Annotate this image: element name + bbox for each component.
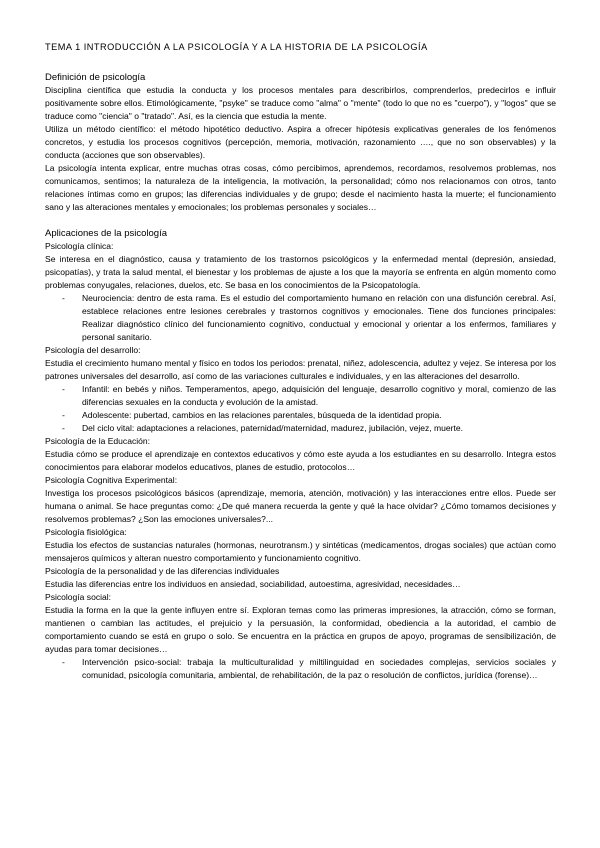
- subheading-cognitiva: Psicología Cognitiva Experimental:: [45, 475, 178, 485]
- subheading-social: Psicología social:: [45, 592, 112, 602]
- subheading-personalidad: Psicología de la personalidad y de las diferencias individuales: [45, 566, 280, 576]
- paragraph: Se interesa en el diagnóstico, causa y tratamiento de los trastornos psicológicos y la enfermedad mental (depresión, ansiedad, psicopatías), y trata la salud mental, el bienestar y los problemas de ajuste a los que la mayoría se enfrenta en algún momento como problemas conyugales, relaciones, duelos, etc. Se basa en los conocimientos de la Psicopatología.: [45, 254, 556, 290]
- list-item: - Infantil: en bebés y niños. Temperamentos, apego, adquisición del lenguaje, desarrollo cognitivo y moral, comienzo de las diferencias sexuales en la conducta y evolución de la amistad.: [45, 383, 556, 409]
- paragraph: Disciplina científica que estudia la conducta y los procesos mentales para describirlos, comprenderlos, predecirlos e influir positivamente sobre ellos. Etimológicamente, "psyke" se traduce como "alma" o "mente" (todo lo que no es "cuerpo"), y "logos" que se traduce como "ciencia" o "tratado". Así, es la ciencia que estudia la mente.: [45, 85, 556, 121]
- list-item: - Del ciclo vital: adaptaciones a relaciones, paternidad/maternidad, madurez, jubilación, vejez, muerte.: [45, 422, 556, 435]
- subheading-desarrollo: Psicología del desarrollo:: [45, 345, 141, 355]
- bullet-list: [45, 383, 556, 435]
- document-body: [45, 71, 556, 682]
- paragraph: La psicología intenta explicar, entre muchas otras cosas, cómo percibimos, aprendemos, recordamos, resolvemos problemas, nos comunicamos, sentimos; la naturaleza de la inteligencia, la motivación, la personalidad; cómo nos relacionamos con otros, tanto relaciones íntimas como en grupos; las diferencias individuales y de grupo; desde el nacimiento hasta la muerte; el funcionamiento sano y las alteraciones mentales y emocionales; los problemas personales y sociales…: [45, 163, 556, 212]
- paragraph: Utiliza un método científico: el método hipotético deductivo. Aspira a ofrecer hipótesis explicativas generales de los fenómenos concretos, y estudia los procesos cognitivos (percepción, memoria, motivación, razonamiento …., que no son observables) y la conducta (acciones que son observables).: [45, 124, 556, 160]
- bullet-list: [45, 656, 556, 682]
- list-item: - Adolescente: pubertad, cambios en las relaciones parentales, búsqueda de la identidad propia.: [45, 409, 556, 422]
- subheading-clinica: Psicología clínica:: [45, 241, 114, 251]
- section-heading-definicion: Definición de psicología: [45, 72, 146, 83]
- section-heading-aplicaciones: Aplicaciones de la psicología: [45, 228, 167, 239]
- bullet-list: [45, 292, 556, 344]
- list-item: - Intervención psico-social: trabaja la multiculturalidad y miltilinguidad en sociedades complejas, servicios sociales y comunidad, psicología comunitaria, ambiental, de rehabilitación, de la paz o resolución de conflictos, jurídica (forense)…: [45, 656, 556, 682]
- paragraph: Estudia los efectos de sustancias naturales (hormonas, neurotransm.) y sintéticas (medicamentos, drogas sociales) que actúan como mensajeros químicos y alteran nuestro comportamiento y funcionamiento cognitivo.: [45, 540, 556, 563]
- paragraph: Estudia cómo se produce el aprendizaje en contextos educativos y cómo este ayuda a los estudiantes en su desarrollo. Integra estos conocimientos para elaborar modelos educativos, planes de estudio, protocolos…: [45, 449, 556, 472]
- paragraph: Investiga los procesos psicológicos básicos (aprendizaje, memoria, atención, motivación) y las interacciones entre ellos. Puede ser humana o animal. Se hace preguntas como: ¿De qué manera recuerda la gente y qué la hace olvidar? ¿Cómo tomamos decisiones y resolvemos problemas? ¿Son las emociones universales?...: [45, 488, 556, 524]
- subheading-fisiologica: Psicología fisiológica:: [45, 527, 127, 537]
- paragraph: Estudia la forma en la que la gente influyen entre sí. Exploran temas como las primeras impresiones, la atracción, cómo se forman, mantienen o cambian las actitudes, el prejuicio y la persuasión, la conformidad, obediencia a la autoridad, el cambio de comportamiento cuando se está en grupo o solo. Se encuentra en la práctica en grupos de apoyo, programas de sensibilización, de ayudas para tomar decisiones…: [45, 605, 556, 654]
- list-item: - Neurociencia: dentro de esta rama. Es el estudio del comportamiento humano en relación con una disfunción cerebral. Así, establece relaciones entre lesiones cerebrales y trastornos cognitivos y emocionales. Tiene dos funciones principales: Realizar diagnóstico clínico del funcionamiento cognitivo, conductual y emocional y orientar a los enfermos, familiares y personal sanitario.: [45, 292, 556, 344]
- subheading-educacion: Psicología de la Educación:: [45, 436, 151, 446]
- paragraph: Estudia las diferencias entre los individuos en ansiedad, sociabilidad, autoestima, agresividad, necesidades…: [45, 579, 461, 589]
- document-title: TEMA 1 INTRODUCCIÓN A LA PSICOLOGÍA Y A LA HISTORIA DE LA PSICOLOGÍA: [45, 42, 428, 52]
- paragraph: Estudia el crecimiento humano mental y físico en todos los periodos: prenatal, niñez, adolescencia, adultez y vejez. Se interesa por los patrones universales del desarrollo, así como de las variaciones culturales e individuales, y en las alteraciones del desarrollo.: [45, 358, 556, 381]
